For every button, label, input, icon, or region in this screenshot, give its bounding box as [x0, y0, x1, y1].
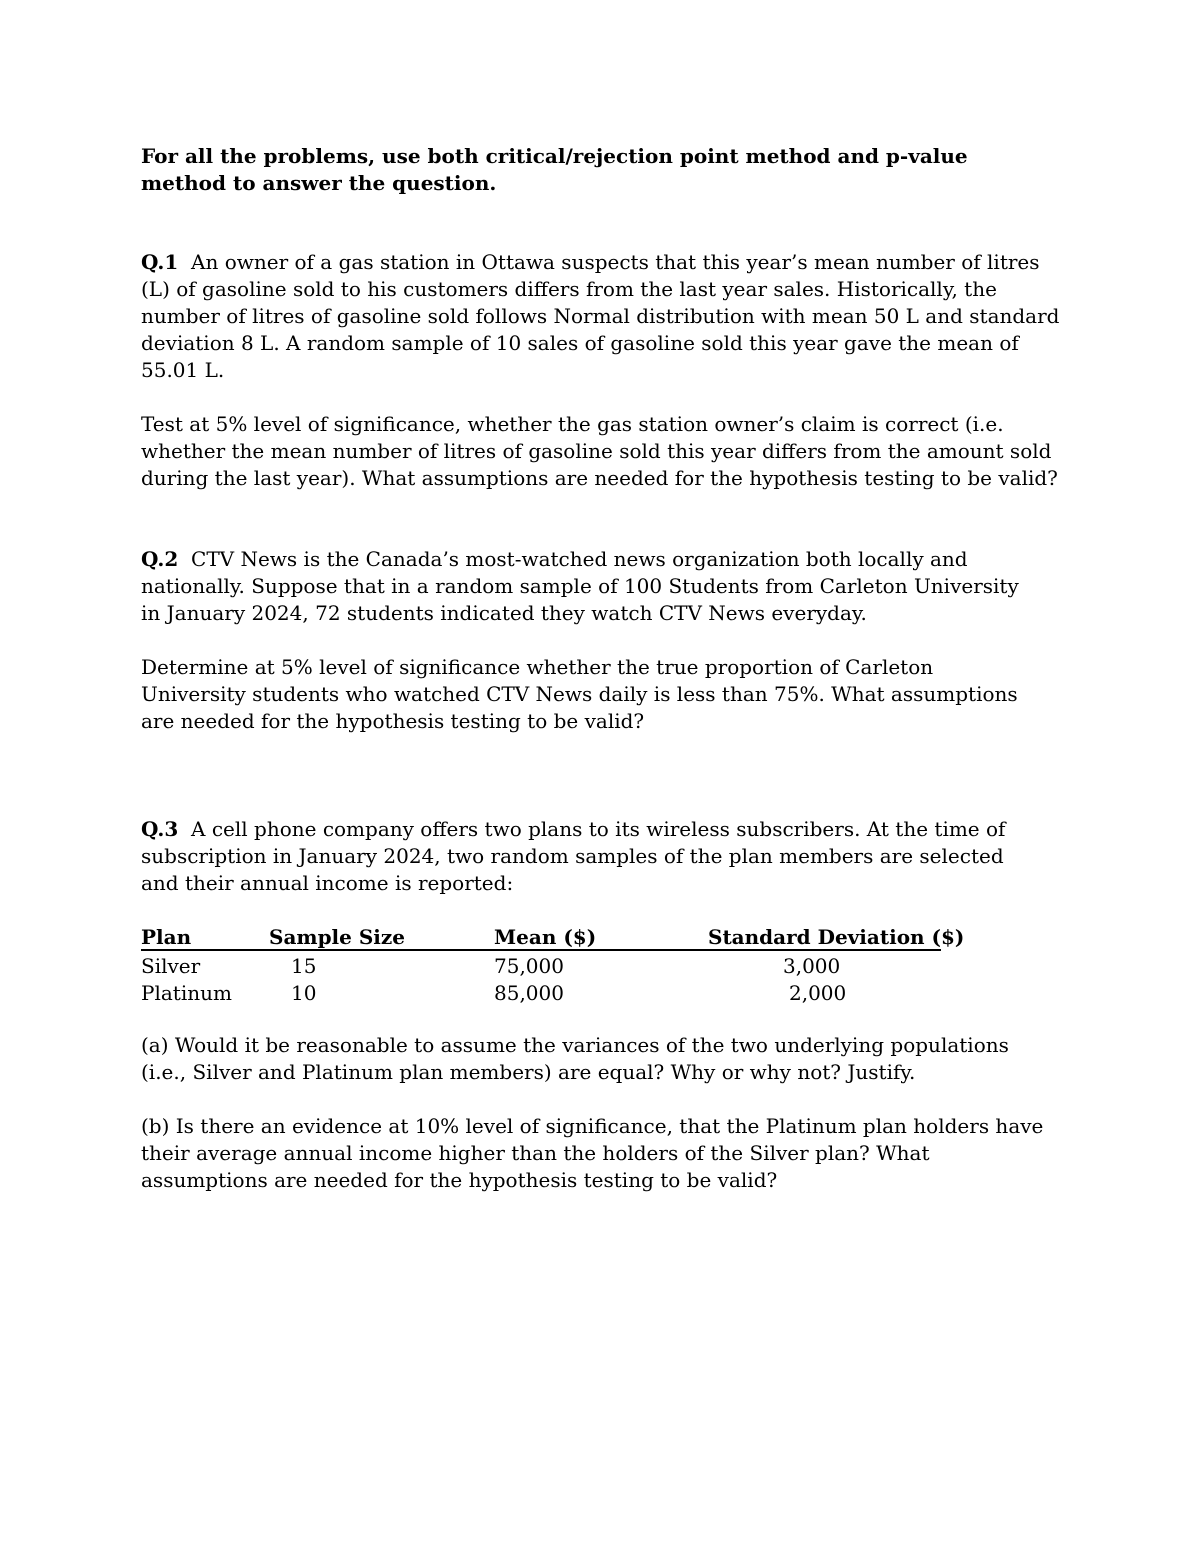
table-row	[141, 980, 941, 1007]
question-1	[141, 249, 1066, 384]
table-header-row	[141, 924, 965, 951]
question-2	[141, 546, 1041, 627]
question-3-part-b: (b) Is there an evidence at 10% level of significance, that the Platinum plan holders have their average annual income higher than the holders of the Silver plan? What assumptions are needed for the hypothesis testing to be valid?	[141, 1114, 1044, 1192]
instructions: For all the problems, use both critical/rejection point method and p-value method to answer the question.	[141, 144, 968, 195]
question-2-text: CTV News is the Canada’s most-watched news organization both locally and nationally. Suppose that in a random sample of 100 Students from Carleton University in January 2024, 72 students indicated they watch CTV News everyday.	[141, 547, 1019, 625]
question-3-label: Q.3	[141, 817, 179, 841]
table-cell-mean: 75,000	[494, 954, 564, 978]
table-cell-sample-size: 10	[291, 981, 317, 1005]
table-cell-sample-size: 15	[291, 954, 317, 978]
table-header-sample-size: Sample Size	[269, 925, 405, 949]
table-cell-std-dev: 3,000	[783, 954, 841, 978]
question-2-task: Determine at 5% level of significance whether the true proportion of Carleton University students who watched CTV News daily is less than 75%. What assumptions are needed for the hypothesis testing to be valid?	[141, 655, 1018, 733]
question-1-label: Q.1	[141, 250, 179, 274]
table-cell-mean: 85,000	[494, 981, 564, 1005]
question-2-label: Q.2	[141, 547, 179, 571]
question-3-part-a: (a) Would it be reasonable to assume the variances of the two underlying populations (i.e., Silver and Platinum plan members) are equal? Why or why not? Justify.	[141, 1033, 1009, 1084]
table-cell-plan: Platinum	[141, 981, 232, 1005]
table-cell-plan: Silver	[141, 954, 201, 978]
table-header-plan: Plan	[141, 925, 192, 949]
question-1-text: An owner of a gas station in Ottawa suspects that this year’s mean number of litres (L) of gasoline sold to his customers differs from the last year sales. Historically, the number of litres of gasoline sold follows Normal distribution with mean 50 L and standard deviation 8 L. A random sample of 10 sales of gasoline sold this year gave the mean of 55.01 L.	[141, 250, 1060, 382]
table-cell-std-dev: 2,000	[789, 981, 847, 1005]
question-3-text: A cell phone company offers two plans to its wireless subscribers. At the time of subscription in January 2024, two random samples of the plan members are selected and their annual income is reported:	[141, 817, 1006, 895]
question-1-task: Test at 5% level of significance, whether the gas station owner’s claim is correct (i.e. whether the mean number of litres of gasoline sold this year differs from the amount sold during the last year). What assumptions are needed for the hypothesis testing to be valid?	[141, 412, 1058, 490]
table-row	[141, 953, 941, 980]
question-3	[141, 816, 1041, 897]
table-header-std-dev: Standard Deviation ($)	[708, 925, 965, 949]
document-page	[141, 143, 1071, 1194]
table-header-mean: Mean ($)	[494, 925, 597, 949]
plan-table	[141, 924, 965, 1005]
